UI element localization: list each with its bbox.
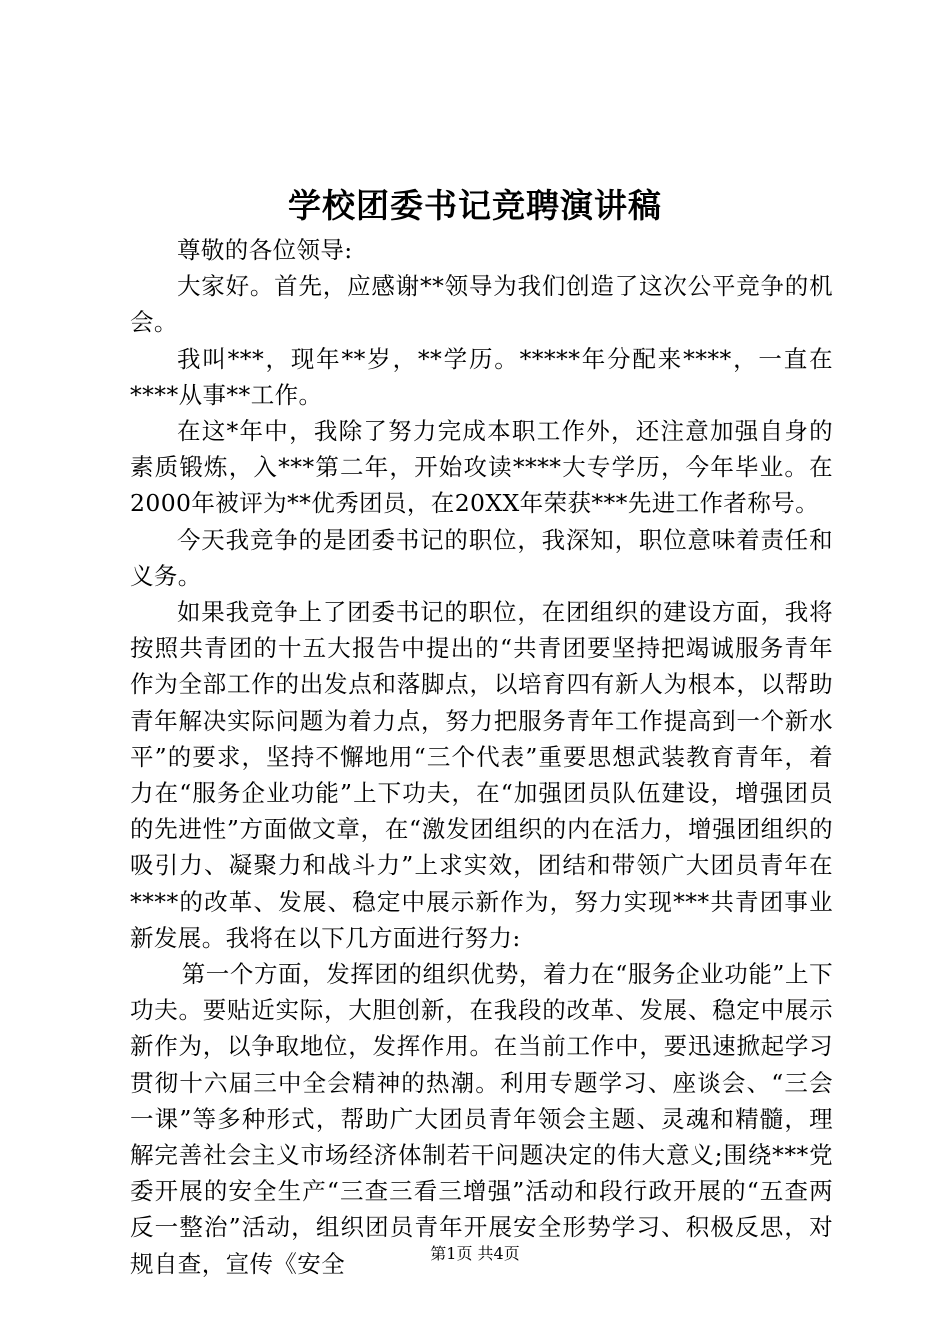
paragraph-salutation: 尊敬的各位领导: (177, 236, 353, 264)
page-footer: 第1页 共4页 (430, 1244, 520, 1263)
document-title: 学校团委书记竞聘演讲稿 (288, 186, 662, 225)
paragraph-position: 今天我竞争的是团委书记的职位，我深知，职位意味着责任和义务。 (130, 525, 833, 590)
document-body (130, 232, 833, 1282)
paragraph-first-aspect: 第一个方面，发挥团的组织优势，着力在“服务企业功能”上下功夫。要贴近实际，大胆创新，在我段的改革、发展、稳定中展示新作为，以争取地位，发挥作用。在当前工作中，要迅速掀起学习贯彻十六届三中全会精神的热潮。利用专题学习、座谈会、“三会一课”等多种形式，帮助广大团员青年领会主题、灵魂和精髓，理解完善社会主义市场经济体制若干问题决定的伟大意义;围绕***党委开展的安全生产“三查三看三增强”活动和段行政开展的“五查两反一整治”活动，组织团员青年开展安全形势学习、积极反思，对规自查，宣传《安全 (130, 960, 833, 1278)
paragraph-self-intro: 我叫***，现年**岁，**学历。*****年分配来****，一直在****从事**工作。 (130, 344, 833, 409)
paragraph-plan: 如果我竞争上了团委书记的职位，在团组织的建设方面，我将按照共青团的十五大报告中提出的“共青团要坚持把竭诚服务青年作为全部工作的出发点和落脚点，以培育四有新人为根本，以帮助青年解决实际问题为着力点，努力把服务青年工作提高到一个新水平”的要求，坚持不懈地用“三个代表”重要思想武装教育青年，着力在“服务企业功能”上下功夫，在“加强团员队伍建设，增强团员的先进性”方面做文章，在“激发团组织的内在活力，增强团组织的吸引力、凝聚力和战斗力”上求实效，团结和带领广大团员青年在****的改革、发展、稳定中展示新作为，努力实现***共青团事业新发展。我将在以下几方面进行努力: (130, 598, 833, 952)
paragraph-experience: 在这*年中，我除了努力完成本职工作外，还注意加强自身的素质锻炼，入***第二年，开始攻读****大专学历，今年毕业。在2000年被评为**优秀团员，在20XX年荣获***先进工作者称号。 (130, 417, 833, 518)
paragraph-greeting: 大家好。首先，应感谢**领导为我们创造了这次公平竞争的机会。 (130, 272, 833, 337)
